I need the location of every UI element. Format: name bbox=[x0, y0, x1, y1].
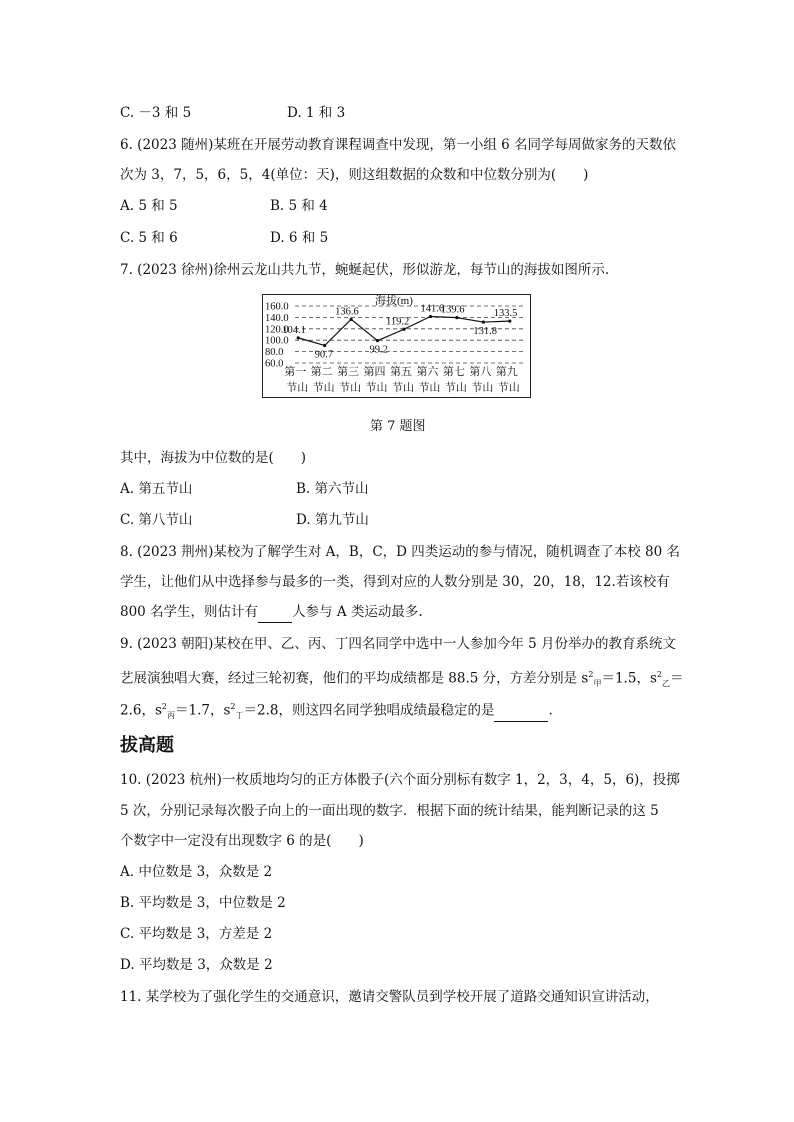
data-point bbox=[508, 320, 511, 323]
q8-line1: 8. (2023 荆州)某校为了解学生对 A，B，C，D 四类运动的参与情况，随机调查了本校 80 名 bbox=[120, 544, 681, 560]
data-label: 104.1 bbox=[282, 324, 306, 336]
q7-figure-caption: 第 7 题图 bbox=[370, 419, 426, 434]
q6-stem-line2: 次为 3，7，5，6，5，4(单位：天)，则这组数据的众数和中位数分别为( ) bbox=[120, 167, 589, 183]
altitude-chart-svg bbox=[263, 295, 530, 397]
x-category-label: 节山 bbox=[339, 382, 362, 394]
q9-tail: . bbox=[548, 702, 553, 719]
y-tick-label: 60.0 bbox=[265, 358, 284, 370]
q9-sub-yi: 乙 bbox=[661, 679, 670, 689]
q7-option-d: D. 第九节山 bbox=[296, 512, 369, 528]
data-point bbox=[350, 318, 353, 321]
x-category-label: 节山 bbox=[471, 382, 494, 394]
q9-sub-bing: 丙 bbox=[167, 711, 175, 721]
q5-option-d: D. 1 和 3 bbox=[287, 105, 346, 121]
x-category-label: 节山 bbox=[312, 382, 335, 394]
q9-sub-jia: 甲 bbox=[593, 679, 602, 689]
altitude-chart bbox=[262, 294, 531, 398]
q6-stem-line1: 6. (2023 随州)某班在开展劳动教育课程调查中发现，第一小组 6 名同学每周做家务的天数依 bbox=[120, 137, 677, 153]
q6-option-d: D. 6 和 5 bbox=[270, 230, 329, 246]
data-label: 119.2 bbox=[386, 316, 410, 328]
q9-line3: 2.6，$s^2_丙=1.7$，$s^2_丁=2.8$，则这四名同学独唱成绩最稳定的是 . bbox=[120, 702, 553, 721]
x-category-label: 第六 bbox=[416, 366, 439, 378]
data-point bbox=[297, 336, 300, 339]
q7-option-b: B. 第六节山 bbox=[296, 481, 369, 497]
q9-val-yi: ＝ bbox=[669, 670, 684, 687]
data-point bbox=[323, 344, 326, 347]
x-category-label: 节山 bbox=[444, 382, 467, 394]
q10-line1: 10. (2023 杭州)一枚质地均匀的正方体骰子(六个面分别标有数字 1，2，3，4，5，6)，投掷 bbox=[120, 772, 680, 788]
q8-line2: 学生，让他们从中选择参与最多的一类，得到对应的人数分别是 30，20，18，12.若该校有 bbox=[120, 574, 670, 590]
q9-line1: 9. (2023 朝阳)某校在甲、乙、丙、丁四名同学中选中一人参加今年 5 月份举办的教育系统文 bbox=[120, 636, 677, 652]
x-category-label: 第八 bbox=[469, 366, 492, 378]
q8-line3-start: 800 名学生，则估计有 bbox=[120, 604, 259, 620]
q10-line2: 5 次，分别记录每次骰子向上的一面出现的数字．根据下面的统计结果，能判断记录的这 5 bbox=[120, 803, 659, 819]
x-category-label: 节山 bbox=[392, 382, 414, 394]
q9-line2-text: 艺展演独唱大赛，经过三轮初赛，他们的平均成绩都是 88.5 分，方差分别是 s bbox=[120, 670, 589, 687]
x-category-label: 第四 bbox=[363, 366, 386, 378]
q10-option-d: D. 平均数是 3，众数是 2 bbox=[120, 957, 273, 973]
data-label: 133.5 bbox=[493, 308, 518, 320]
q11-line1: 11. 某学校为了强化学生的交通意识，邀请交警队员到学校开展了道路交通知识宣讲活动， bbox=[120, 989, 659, 1005]
q9-sub-ding: 丁 bbox=[235, 711, 244, 721]
x-category-label: 节山 bbox=[365, 382, 388, 394]
data-point bbox=[482, 320, 485, 323]
data-label: 90.7 bbox=[314, 349, 334, 361]
x-category-label: 第五 bbox=[390, 366, 412, 378]
x-category-label: 第一 bbox=[284, 366, 307, 378]
q6-option-c: C. 5 和 6 bbox=[120, 230, 178, 246]
section-title: 拔高题 bbox=[120, 735, 174, 756]
x-category-label: 节山 bbox=[286, 382, 309, 394]
q9-answer-blank[interactable] bbox=[494, 701, 548, 722]
data-label: 131.8 bbox=[473, 326, 497, 338]
q7-option-a: A. 第五节山 bbox=[120, 481, 193, 497]
x-category-label: 第二 bbox=[310, 366, 333, 378]
q10-line3: 个数字中一定没有出现数字 6 的是( ) bbox=[120, 833, 364, 849]
q6-option-b: B. 5 和 4 bbox=[270, 198, 328, 214]
q5-option-c: C. －3 和 5 bbox=[120, 105, 192, 121]
y-tick-label: 140.0 bbox=[265, 312, 289, 324]
q9-line3-text: 2.6，s bbox=[120, 702, 162, 719]
q9-line2: 艺展演独唱大赛，经过三轮初赛，他们的平均成绩都是 88.5 分，方差分别是 $s^2_甲=1.5$，$s^2_乙=$ bbox=[120, 670, 684, 689]
q9-val-jia: ＝1.5，s bbox=[601, 670, 657, 687]
x-category-label: 第三 bbox=[337, 366, 360, 378]
data-label: 141.6 bbox=[420, 303, 445, 315]
y-tick-label: 120.0 bbox=[265, 324, 289, 336]
y-tick-label: 80.0 bbox=[265, 347, 284, 359]
data-label: 136.6 bbox=[335, 306, 359, 318]
x-category-label: 节山 bbox=[497, 382, 520, 394]
y-tick-label: 100.0 bbox=[265, 335, 289, 347]
x-category-label: 第七 bbox=[442, 366, 465, 378]
q6-option-a: A. 5 和 5 bbox=[120, 198, 178, 214]
q9-val-ding: ＝2.8，则这四名同学独唱成绩最稳定的是 bbox=[243, 702, 495, 719]
data-point bbox=[429, 315, 432, 318]
data-point bbox=[402, 328, 405, 331]
data-point bbox=[455, 316, 458, 319]
data-point bbox=[376, 339, 379, 342]
q10-option-a: A. 中位数是 3，众数是 2 bbox=[120, 864, 273, 880]
data-label: 99.2 bbox=[369, 344, 388, 356]
x-category-label: 节山 bbox=[418, 382, 441, 394]
q7-option-c: C. 第八节山 bbox=[120, 512, 193, 528]
q8-line3-end: 人参与 A 类运动最多. bbox=[292, 604, 423, 620]
data-label: 139.6 bbox=[440, 304, 465, 316]
q10-option-b: B. 平均数是 3，中位数是 2 bbox=[120, 895, 286, 911]
y-tick-label: 160.0 bbox=[265, 301, 289, 313]
chart-title: 海拔(m) bbox=[375, 295, 413, 307]
q8-line3 bbox=[120, 602, 423, 623]
q8-answer-blank[interactable] bbox=[258, 602, 292, 623]
q7-stem: 7. (2023 徐州)徐州云龙山共九节，蜿蜒起伏，形似游龙，每节山的海拔如图所示. bbox=[120, 262, 610, 278]
q10-option-c: C. 平均数是 3，方差是 2 bbox=[120, 926, 273, 942]
q7-question: 其中，海拔为中位数的是( ) bbox=[120, 450, 307, 466]
x-category-label: 第九 bbox=[495, 366, 518, 378]
q9-val-bing: ＝1.7，s bbox=[175, 702, 231, 719]
